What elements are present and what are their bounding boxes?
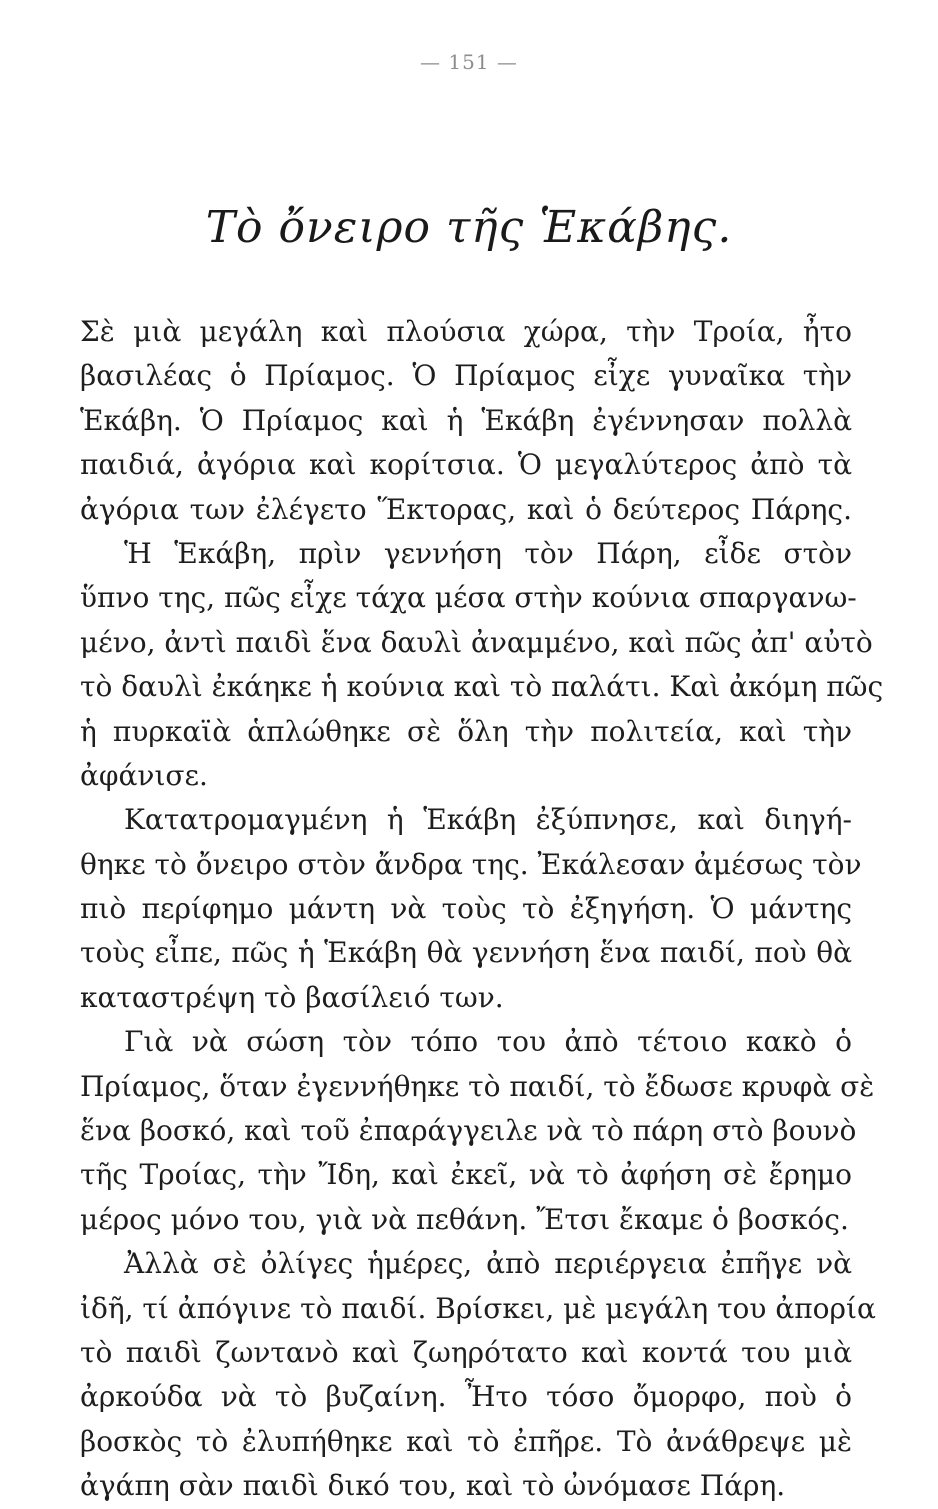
text-line: Ἀλλὰ σὲ ὀλίγες ἡμέρες, ἀπὸ περιέργεια ἐπῆγε νὰ (124, 1247, 852, 1281)
paragraph (80, 798, 862, 1020)
text-line: ἡ πυρκαϊὰ ἁπλώθηκε σὲ ὅλη τὴν πολιτεία, καὶ τὴν (80, 714, 852, 748)
text-line: ἀγάπη σὰν παιδὶ δικό του, καὶ τὸ ὠνόμασε Πάρη. (80, 1469, 786, 1503)
text-line: μένο, ἀντὶ παιδὶ ἕνα δαυλὶ ἀναμμένο, καὶ πῶς ἀπ' αὐτὸ (80, 625, 873, 659)
text-line: τοὺς εἶπε, πῶς ἡ Ἑκάβη θὰ γεννήση ἕνα παιδί, ποὺ θὰ (80, 936, 852, 970)
text-line: καταστρέψη τὸ βασίλειό των. (80, 980, 504, 1014)
text-line: Κατατρομαγμένη ἡ Ἑκάβη ἐξύπνησε, καὶ διηγή- (124, 803, 852, 837)
page-number: — 151 — (420, 50, 518, 74)
text-line: Γιὰ νὰ σώση τὸν τόπο του ἀπὸ τέτοιο κακὸ ὁ (124, 1025, 852, 1059)
text-line: ἰδῆ, τί ἀπόγινε τὸ παιδί. Βρίσκει, μὲ μεγάλη του ἀπορία (80, 1291, 876, 1325)
text-line: ὕπνο της, πῶς εἶχε τάχα μέσα στὴν κούνια σπαργανω- (80, 581, 857, 615)
text-line: πιὸ περίφημο μάντη νὰ τοὺς τὸ ἐξηγήση. Ὁ μάντης (80, 892, 852, 926)
chapter-title: Τὸ ὄνειρο τῆς Ἑκάβης. (205, 202, 733, 253)
text-line: θηκε τὸ ὄνειρο στὸν ἄνδρα της. Ἐκάλεσαν ἀμέσως τὸν (80, 847, 862, 881)
text-line: Πρίαμος, ὅταν ἐγεννήθηκε τὸ παιδί, τὸ ἔδωσε κρυφὰ σὲ (80, 1069, 875, 1103)
text-line: παιδιά, ἀγόρια καὶ κορίτσια. Ὁ μεγαλύτερος ἀπὸ τὰ (80, 448, 852, 482)
text-line: ἀγόρια των ἐλέγετο Ἕκτορας, καὶ ὁ δεύτερος Πάρης. (80, 492, 852, 526)
text-line: ἀφάνισε. (80, 758, 208, 792)
text-line: Ἑκάβη. Ὁ Πρίαμος καὶ ἡ Ἑκάβη ἐγέννησαν πολλὰ (80, 403, 852, 437)
text-line: βασιλέας ὁ Πρίαμος. Ὁ Πρίαμος εἶχε γυναῖκα τὴν (80, 359, 852, 393)
text-line: μέρος μόνο του, γιὰ νὰ πεθάνη. Ἔτσι ἔκαμε ὁ βοσκός. (80, 1202, 849, 1236)
paragraph (80, 1242, 876, 1508)
text-line: ἀρκούδα νὰ τὸ βυζαίνη. Ἦτο τόσο ὄμορφο, ποὺ ὁ (80, 1380, 852, 1414)
text-line: Σὲ μιὰ μεγάλη καὶ πλούσια χώρα, τὴν Τροία, ἦτο (80, 315, 852, 348)
paragraph (80, 310, 884, 798)
text-line: βοσκὸς τὸ ἐλυπήθηκε καὶ τὸ ἐπῆρε. Τὸ ἀνάθρεψε μὲ (80, 1424, 852, 1458)
body-text (80, 310, 884, 1509)
text-line: τὸ παιδὶ ζωντανὸ καὶ ζωηρότατο καὶ κοντά του μιὰ (80, 1335, 852, 1369)
paragraph (80, 1020, 875, 1242)
text-line: τὸ δαυλὶ ἐκάηκε ἡ κούνια καὶ τὸ παλάτι. Καὶ ἀκόμη πῶς (80, 670, 884, 704)
text-line: Ἡ Ἑκάβη, πρὶν γεννήση τὸν Πάρη, εἶδε στὸν (124, 536, 852, 570)
text-line: ἕνα βοσκό, καὶ τοῦ ἐπαράγγειλε νὰ τὸ πάρη στὸ βουνὸ (80, 1114, 857, 1148)
text-line: τῆς Τροίας, τὴν Ἴδη, καὶ ἐκεῖ, νὰ τὸ ἀφήση σὲ ἔρημο (80, 1158, 852, 1192)
